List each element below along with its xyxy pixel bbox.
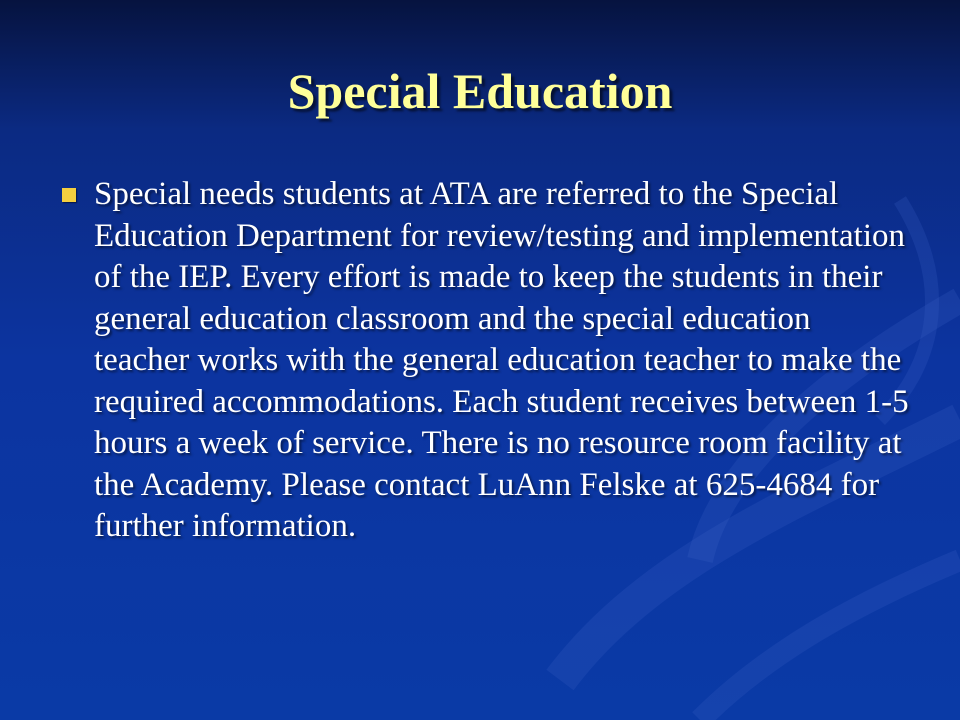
bullet-text: Special needs students at ATA are referred to the Special Education Department for review/testing and implementation of the IEP. Every effort is made to keep the students in their general education classroom and the special education teacher works with the general education teacher to make the required accommodations. Each student receives between 1-5 hours a week of service. There is no resource room facility at the Academy. Please contact LuAnn Felske at 625-4684 for further information. (94, 176, 909, 544)
bullet-list (60, 174, 910, 548)
slide-title: Special Education (287, 63, 673, 119)
bullet-item (60, 174, 910, 548)
square-bullet-icon (62, 188, 76, 202)
